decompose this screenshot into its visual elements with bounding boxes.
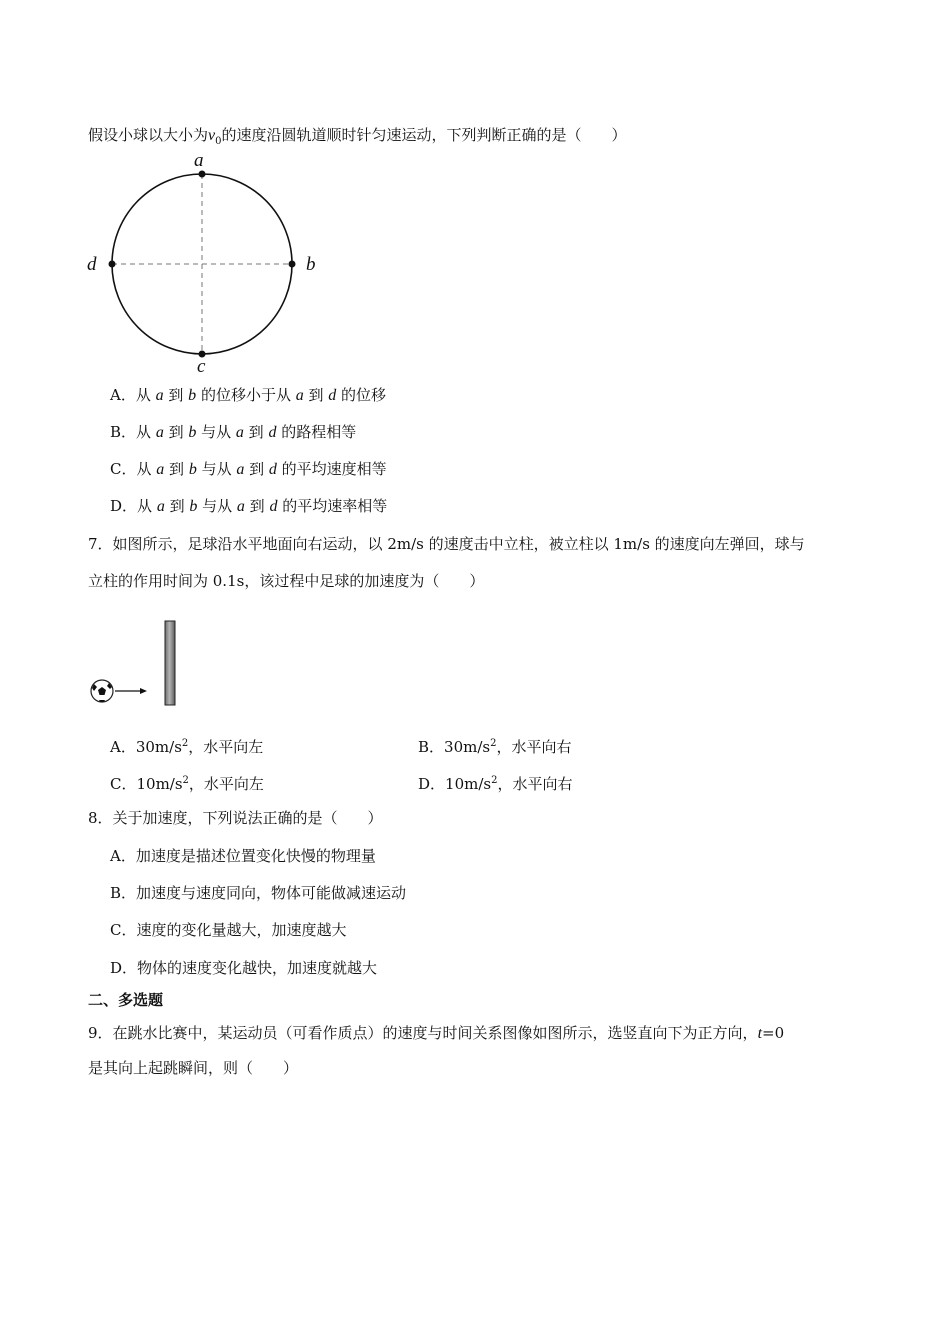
option-exponent: 2 (490, 738, 497, 749)
q6-stem-text-1: 假设小球以大小为 (88, 126, 209, 144)
option-exponent: 2 (181, 738, 189, 749)
option-value: 10m/s (136, 775, 183, 793)
q8-option-a: A．加速度是描述位置变化快慢的物理量 (110, 847, 376, 865)
q6-stem-sub: 0 (215, 136, 222, 147)
option-var: d (328, 387, 337, 404)
q9-stem-line-1 (88, 1023, 784, 1044)
option-text: 到 (164, 497, 190, 515)
option-text: 的路程相等 (276, 423, 357, 441)
option-var: a (156, 461, 165, 478)
option-text: 从 (135, 386, 156, 404)
option-exponent: 2 (182, 775, 189, 786)
option-text: 与从 (196, 460, 237, 478)
q6-stem-var: v (208, 127, 216, 144)
label-b: b (306, 254, 316, 275)
q7-stem-line-1: 7．如图所示，足球沿水平地面向右运动，以 2m/s 的速度击中立柱，被立柱以 1m/s 的速度向左弹回，球与 (88, 535, 805, 553)
q7-option-c (110, 771, 264, 794)
point-a (199, 171, 206, 178)
option-text: 的平均速度相等 (276, 460, 387, 478)
option-text: 从 (136, 423, 156, 441)
option-var: a (155, 387, 164, 404)
option-text: 到 (163, 386, 189, 404)
option-var: a (236, 498, 245, 515)
section-heading: 二、多选题 (88, 991, 164, 1009)
post (165, 621, 175, 705)
q9-text: 9．在跳水比赛中，某运动员（可看作质点）的速度与时间关系图像如图所示，选竖直向下为正方向， (88, 1024, 758, 1042)
option-letter: B． (110, 423, 137, 441)
option-text: 到 (303, 386, 329, 404)
q6-option-b (110, 422, 356, 443)
q6-stem-text-2: 的速度沿圆轨道顺时针匀速运动，下列判断正确的是（ ） (221, 126, 627, 144)
option-text: 的位移小于从 (196, 386, 296, 404)
option-var: b (188, 387, 197, 404)
option-letter: A． (110, 738, 136, 756)
option-exponent: 2 (491, 775, 498, 786)
option-var: a (155, 424, 164, 441)
q8-stem: 8．关于加速度，下列说法正确的是（ ） (88, 809, 383, 827)
label-d: d (87, 254, 97, 275)
option-var: a (235, 424, 244, 441)
option-var: a (295, 387, 304, 404)
option-letter: D． (418, 775, 446, 793)
option-text: 到 (164, 460, 189, 478)
option-value: 30m/s (135, 738, 182, 756)
option-direction: ，水平向左 (188, 738, 264, 756)
q9-text-end: =0 (762, 1024, 785, 1042)
option-letter: C． (110, 775, 137, 793)
q7-option-d (418, 771, 572, 794)
option-text: 的平均速率相等 (277, 497, 388, 515)
option-letter: D． (110, 497, 138, 515)
option-var: a (236, 461, 245, 478)
option-text: 到 (243, 423, 269, 441)
point-d (109, 261, 116, 268)
label-a: a (194, 150, 204, 171)
q9-var: t (757, 1025, 763, 1042)
option-letter: C． (110, 460, 137, 478)
option-text: 与从 (196, 423, 236, 441)
q6-option-d (110, 496, 387, 517)
q8-option-c: C．速度的变化量越大，加速度越大 (110, 921, 347, 939)
option-text: 从 (136, 460, 157, 478)
q7-stem-line-2: 立柱的作用时间为 0.1s，该过程中足球的加速度为（ ） (88, 572, 485, 590)
q8-option-b: B．加速度与速度同向，物体可能做减速运动 (110, 884, 407, 902)
option-direction: ，水平向右 (497, 775, 573, 793)
option-var: b (188, 461, 197, 478)
option-direction: ，水平向左 (188, 775, 264, 793)
option-direction: ，水平向右 (496, 738, 572, 756)
option-text: 到 (244, 497, 270, 515)
football-icon (91, 680, 113, 702)
option-value: 10m/s (445, 775, 492, 793)
option-text: 从 (137, 497, 157, 515)
label-c: c (197, 356, 206, 377)
option-text: 到 (244, 460, 269, 478)
option-text: 与从 (197, 497, 237, 515)
option-var: d (269, 498, 278, 515)
q7-option-b (418, 734, 571, 757)
option-letter: B． (418, 738, 445, 756)
arrow-head-icon (140, 688, 147, 694)
option-var: d (268, 461, 277, 478)
option-letter: A． (110, 386, 136, 404)
q9-stem-line-2: 是其向上起跳瞬间，则（ ） (88, 1059, 299, 1077)
q6-option-a (110, 385, 386, 406)
point-b (289, 261, 296, 268)
option-text: 到 (163, 423, 189, 441)
q8-option-d: D．物体的速度变化越快，加速度就越大 (110, 959, 378, 977)
option-text: 的位移 (336, 386, 387, 404)
q6-option-c (110, 459, 387, 480)
circle-track-diagram (80, 148, 330, 378)
q7-option-a (110, 734, 263, 757)
option-var: a (156, 498, 165, 515)
option-var: b (189, 498, 198, 515)
option-value: 30m/s (444, 738, 491, 756)
option-var: d (268, 424, 277, 441)
option-var: b (188, 424, 197, 441)
football-post-diagram (85, 615, 185, 715)
